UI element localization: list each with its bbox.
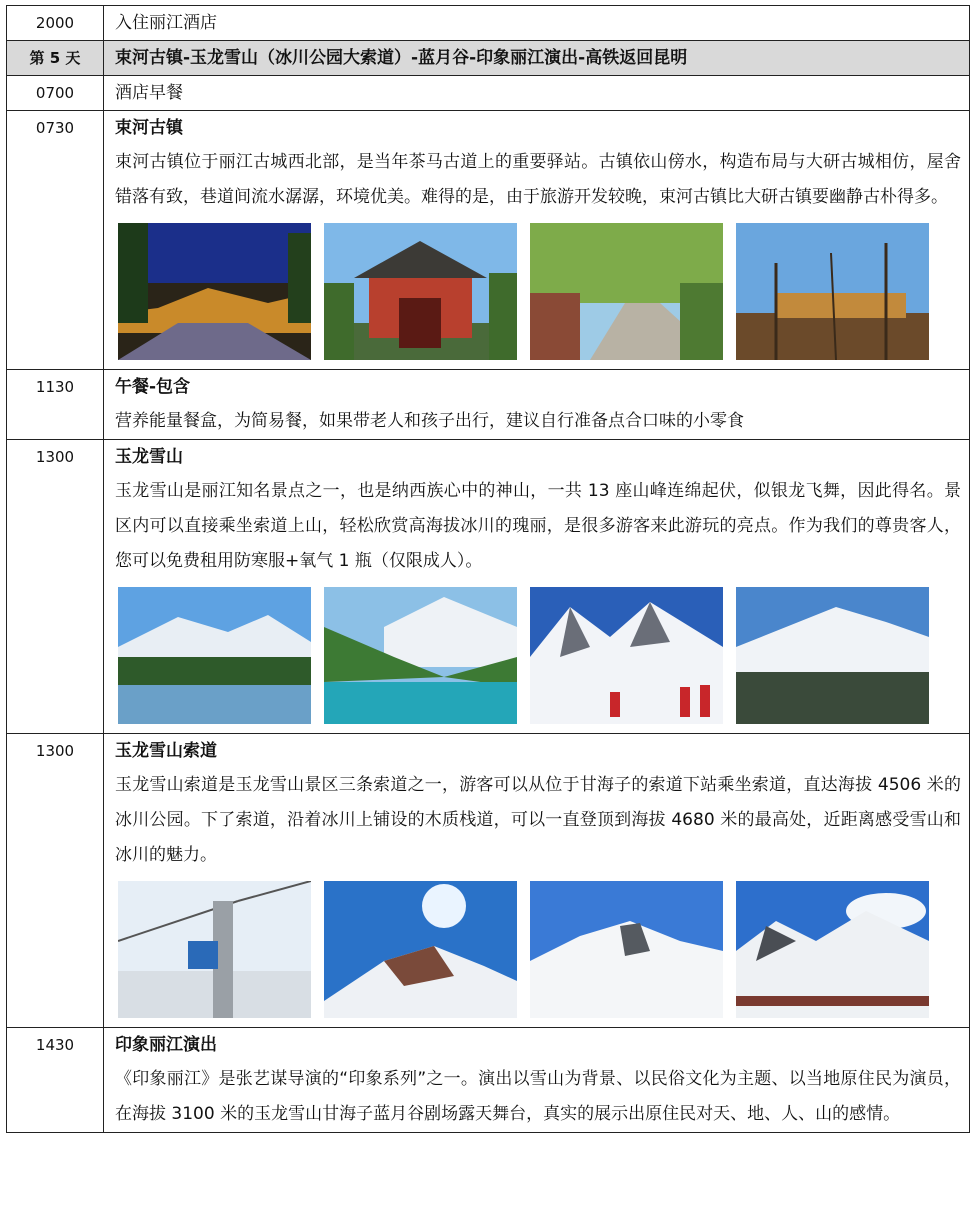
activity-cell [104, 734, 970, 1028]
time-cell: 1300 [7, 734, 104, 1028]
day-header-row [7, 41, 970, 76]
activity-description: 营养能量餐盒，为简易餐，如果带老人和孩子出行，建议自行准备点合口味的小零食 [115, 411, 744, 431]
time-cell: 1430 [7, 1028, 104, 1133]
town-street-photo [530, 223, 723, 360]
table-row [7, 1028, 970, 1133]
table-row [7, 76, 970, 111]
photo-strip [115, 873, 961, 1027]
activity-cell [104, 1028, 970, 1133]
activity-title: 玉龙雪山 [115, 447, 183, 467]
blue-moon-valley-photo [324, 587, 517, 724]
activity-cell [104, 440, 970, 734]
activity-text: 入住丽江酒店 [104, 6, 970, 41]
table-row [7, 440, 970, 734]
glacier-boardwalk-photo [736, 881, 929, 1018]
day-route: 束河古镇-玉龙雪山（冰川公园大索道）-蓝月谷-印象丽江演出-高铁返回昆明 [104, 41, 970, 76]
time-cell: 1300 [7, 440, 104, 734]
table-row [7, 370, 970, 440]
cable-car-photo [118, 881, 311, 1018]
activity-description: 玉龙雪山索道是玉龙雪山景区三条索道之一，游客可以从位于甘海子的索道下站乘坐索道，直达海拔 4506 米的冰川公园。下了索道，沿着冰川上铺设的木质栈道，可以一直登顶到海拔 4680 米的最高处，近距离感受雪山和冰川的魅力。 [115, 775, 961, 865]
itinerary-table [6, 5, 970, 1133]
activity-description: 《印象丽江》是张艺谋导演的“印象系列”之一。演出以雪山为背景、以民俗文化为主题、以当地原住民为演员，在海拔 3100 米的玉龙雪山甘海子蓝月谷剧场露天舞台，真实的展示出原住民对天、地、人、山的感情。 [115, 1069, 961, 1124]
time-cell: 0700 [7, 76, 104, 111]
table-row [7, 734, 970, 1028]
activity-title: 印象丽江演出 [115, 1035, 217, 1055]
town-night-photo [118, 223, 311, 360]
time-cell: 2000 [7, 6, 104, 41]
activity-title: 束河古镇 [115, 118, 183, 138]
table-row [7, 6, 970, 41]
photo-strip [115, 579, 961, 733]
town-trees-photo [736, 223, 929, 360]
activity-title: 玉龙雪山索道 [115, 741, 217, 761]
activity-text: 酒店早餐 [104, 76, 970, 111]
photo-strip [115, 215, 961, 369]
activity-title: 午餐-包含 [115, 377, 191, 397]
table-row [7, 111, 970, 370]
activity-cell [104, 370, 970, 440]
snow-peaks-forest-photo [736, 587, 929, 724]
snow-ridge-photo [530, 881, 723, 1018]
time-cell: 1130 [7, 370, 104, 440]
glacier-visitors-photo [530, 587, 723, 724]
day-label: 第 5 天 [7, 41, 104, 76]
town-gate-photo [324, 223, 517, 360]
snow-mountain-lake-photo [118, 587, 311, 724]
glacier-sunburst-photo [324, 881, 517, 1018]
activity-description: 束河古镇位于丽江古城西北部，是当年茶马古道上的重要驿站。古镇依山傍水，构造布局与大研古城相仿，屋舍错落有致，巷道间流水潺潺，环境优美。难得的是，由于旅游开发较晚，束河古镇比大研古镇要幽静古朴得多。 [115, 152, 961, 207]
activity-cell [104, 111, 970, 370]
time-cell: 0730 [7, 111, 104, 370]
activity-description: 玉龙雪山是丽江知名景点之一，也是纳西族心中的神山，一共 13 座山峰连绵起伏，似银龙飞舞，因此得名。景区内可以直接乘坐索道上山，轻松欣赏高海拔冰川的瑰丽，是很多游客来此游玩的亮点。作为我们的尊贵客人，您可以免费租用防寒服+氧气 1 瓶（仅限成人）。 [115, 481, 961, 571]
